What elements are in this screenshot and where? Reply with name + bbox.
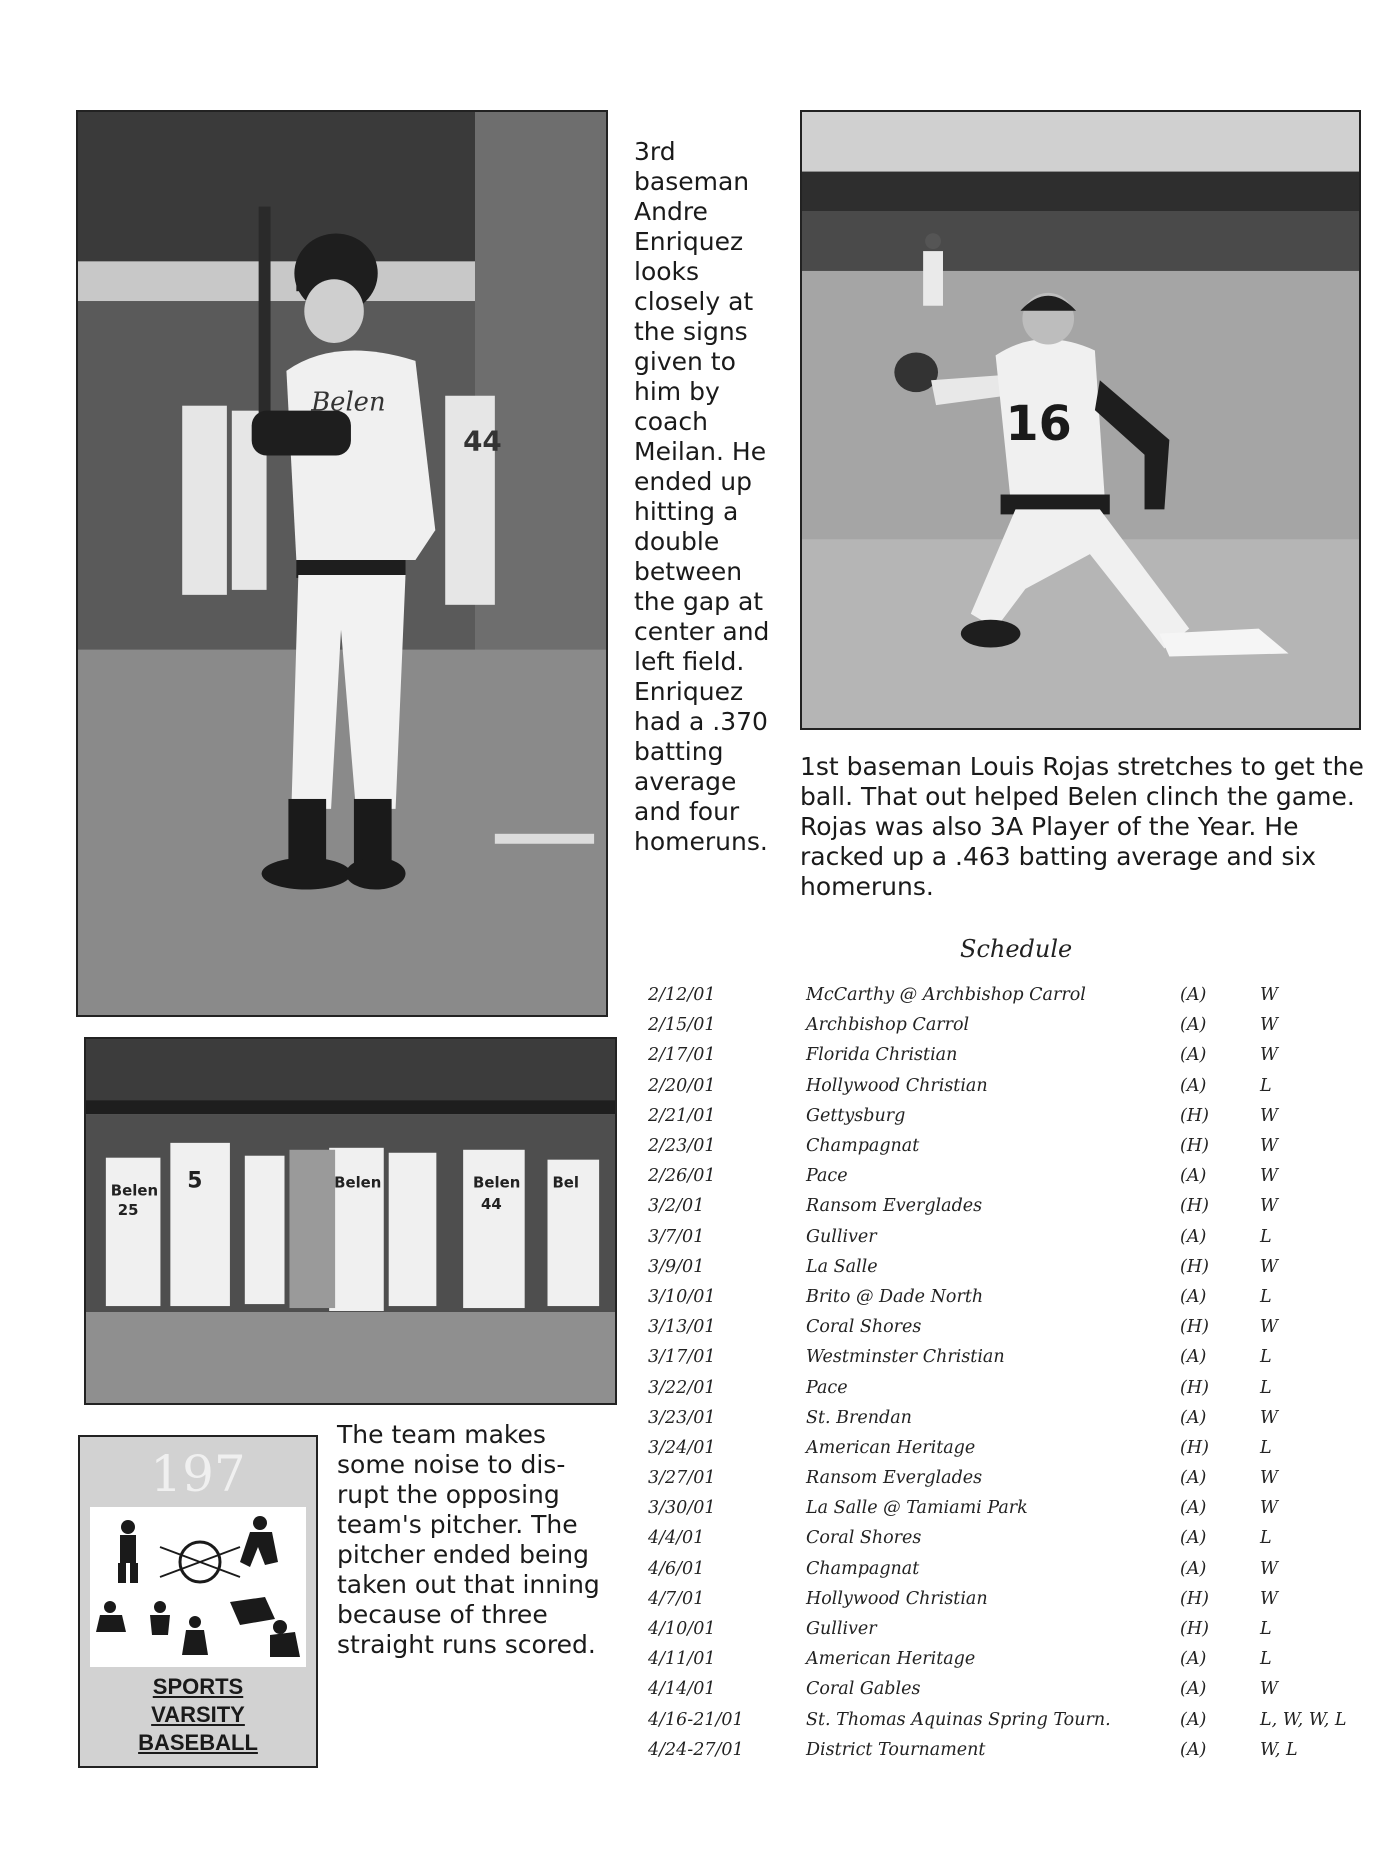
- schedule-row: [648, 1554, 1346, 1584]
- game-site: (A): [1180, 1498, 1207, 1519]
- game-result: W: [1260, 1015, 1278, 1036]
- schedule-row: [648, 1071, 1346, 1101]
- game-date: 4/7/01: [648, 1588, 705, 1609]
- game-opponent: St. Thomas Aquinas Spring Tourn.: [806, 1709, 1111, 1730]
- game-site: (A): [1180, 1528, 1207, 1549]
- schedule-row: [648, 1282, 1346, 1312]
- game-date: 2/20/01: [648, 1075, 716, 1096]
- game-date: 4/6/01: [648, 1558, 705, 1579]
- game-result: W: [1260, 1045, 1278, 1066]
- game-date: 4/16-21/01: [648, 1709, 744, 1730]
- game-date: 4/11/01: [648, 1649, 716, 1670]
- dugout-jersey-text: 44: [481, 1195, 502, 1214]
- game-opponent: American Heritage: [806, 1437, 976, 1458]
- game-result: W: [1260, 1256, 1278, 1277]
- game-result: W: [1260, 1136, 1278, 1157]
- game-opponent: McCarthy @ Archbishop Carrol: [806, 985, 1086, 1006]
- game-result: L: [1260, 1075, 1272, 1096]
- schedule-row: [648, 1040, 1346, 1070]
- game-result: W: [1260, 1588, 1278, 1609]
- game-result: W: [1260, 1166, 1278, 1187]
- schedule-row: [648, 1372, 1346, 1402]
- game-site: (H): [1180, 1105, 1209, 1126]
- game-opponent: Coral Shores: [806, 1317, 922, 1338]
- game-date: 4/24-27/01: [648, 1739, 744, 1760]
- game-site: (A): [1180, 1649, 1207, 1670]
- game-opponent: Ransom Everglades: [806, 1196, 983, 1217]
- game-date: 3/2/01: [648, 1196, 705, 1217]
- dugout-jersey-text: Belen: [473, 1173, 521, 1192]
- game-opponent: Champagnat: [806, 1558, 920, 1579]
- background-jersey-number: 44: [463, 424, 502, 458]
- game-opponent: Gettysburg: [806, 1105, 906, 1126]
- schedule-row: [648, 1131, 1346, 1161]
- schedule-row: [648, 1735, 1346, 1765]
- game-date: 3/9/01: [648, 1256, 705, 1277]
- game-site: (A): [1180, 1468, 1207, 1489]
- game-opponent: Champagnat: [806, 1136, 920, 1157]
- page-number: 197: [150, 1445, 246, 1503]
- game-site: (A): [1180, 1075, 1207, 1096]
- game-opponent: Florida Christian: [806, 1045, 958, 1066]
- dugout-jersey-text: Bel: [552, 1173, 580, 1192]
- caption-rojas: 1st baseman Louis Rojas stretches to get the ball. That out helped Belen clinch the game. Rojas was also 3A Player of the Year. He racked up a .463 batting average and six homeruns.: [800, 752, 1364, 901]
- game-result: L: [1260, 1649, 1272, 1670]
- game-opponent: Coral Gables: [806, 1679, 921, 1700]
- schedule-row: [648, 1252, 1346, 1282]
- game-site: (A): [1180, 1015, 1207, 1036]
- game-opponent: Hollywood Christian: [806, 1588, 988, 1609]
- schedule-row: [648, 1222, 1346, 1252]
- game-result: L, W, W, L: [1260, 1709, 1347, 1730]
- game-opponent: La Salle @ Tamiami Park: [806, 1498, 1028, 1519]
- dugout-jersey-text: Belen: [110, 1181, 159, 1200]
- game-result: W: [1260, 1558, 1278, 1579]
- schedule-row: [648, 1674, 1346, 1704]
- game-date: 4/4/01: [648, 1528, 705, 1549]
- game-site: (A): [1180, 1286, 1207, 1307]
- schedule-row: [648, 1010, 1346, 1040]
- schedule-row: [648, 1433, 1346, 1463]
- game-result: L: [1260, 1347, 1272, 1368]
- game-result: W: [1260, 1407, 1278, 1428]
- game-site: (A): [1180, 1045, 1207, 1066]
- game-site: (A): [1180, 1166, 1207, 1187]
- photo-batter: [76, 110, 608, 1017]
- game-result: W, L: [1260, 1739, 1298, 1760]
- game-site: (H): [1180, 1588, 1209, 1609]
- schedule-row: [648, 1493, 1346, 1523]
- schedule-row: [648, 1523, 1346, 1553]
- game-date: 2/21/01: [648, 1105, 716, 1126]
- batter-jersey-text: Belen: [311, 387, 386, 418]
- photo-first-base: [800, 110, 1361, 730]
- schedule-row: [648, 1101, 1346, 1131]
- section-line: BASEBALL: [138, 1730, 258, 1755]
- first-base-jersey-number: 16: [1005, 396, 1072, 452]
- game-result: L: [1260, 1226, 1272, 1247]
- game-date: 3/27/01: [648, 1468, 716, 1489]
- game-date: 4/14/01: [648, 1679, 716, 1700]
- game-opponent: Westminster Christian: [806, 1347, 1005, 1368]
- game-opponent: Pace: [806, 1166, 848, 1187]
- schedule-row: [648, 1191, 1346, 1221]
- game-site: (A): [1180, 1739, 1207, 1760]
- game-site: (H): [1180, 1256, 1209, 1277]
- game-opponent: Ransom Everglades: [806, 1468, 983, 1489]
- dugout-jersey-text: 25: [117, 1201, 139, 1220]
- game-result: L: [1260, 1619, 1272, 1640]
- schedule-row: [648, 1644, 1346, 1674]
- game-site: (H): [1180, 1317, 1209, 1338]
- game-date: 3/22/01: [648, 1377, 716, 1398]
- game-site: (H): [1180, 1196, 1209, 1217]
- section-line: VARSITY: [151, 1702, 245, 1727]
- game-date: 3/23/01: [648, 1407, 716, 1428]
- section-line: SPORTS: [152, 1674, 244, 1699]
- game-date: 3/13/01: [648, 1317, 716, 1338]
- schedule-row: [648, 1614, 1346, 1644]
- baseball-players-clipart-icon: [90, 1507, 306, 1667]
- caption-dugout: The team makes some noise to dis-rupt the opposing team's pitcher. The pitcher ended being taken out that inning because of three straight runs scored.: [337, 1420, 600, 1659]
- game-date: 2/23/01: [648, 1136, 716, 1157]
- game-result: L: [1260, 1437, 1272, 1458]
- game-opponent: Coral Shores: [806, 1528, 922, 1549]
- game-site: (H): [1180, 1136, 1209, 1157]
- game-result: L: [1260, 1377, 1272, 1398]
- game-opponent: Pace: [806, 1377, 848, 1398]
- game-site: (H): [1180, 1377, 1209, 1398]
- schedule-row: [648, 1312, 1346, 1342]
- section-title: [80, 1673, 316, 1757]
- game-opponent: District Tournament: [806, 1739, 986, 1760]
- game-date: 3/30/01: [648, 1498, 716, 1519]
- game-date: 2/26/01: [648, 1166, 716, 1187]
- game-date: 4/10/01: [648, 1619, 716, 1640]
- dugout-jersey-text: 5: [187, 1168, 203, 1194]
- game-result: L: [1260, 1528, 1272, 1549]
- game-opponent: La Salle: [806, 1256, 878, 1277]
- game-result: W: [1260, 985, 1278, 1006]
- game-date: 2/12/01: [648, 985, 716, 1006]
- game-result: W: [1260, 1196, 1278, 1217]
- game-site: (A): [1180, 985, 1207, 1006]
- schedule-row: [648, 980, 1346, 1010]
- schedule-row: [648, 1463, 1346, 1493]
- game-date: 3/7/01: [648, 1226, 705, 1247]
- schedule-row: [648, 1342, 1346, 1372]
- game-site: (A): [1180, 1558, 1207, 1579]
- game-opponent: Archbishop Carrol: [806, 1015, 970, 1036]
- game-date: 3/24/01: [648, 1437, 716, 1458]
- first-base-photo-illustration: [802, 112, 1359, 728]
- caption-enriquez: 3rd baseman Andre Enriquez looks closely at the signs given to him by coach Meilan. He ended up hitting a double between the gap at center and left field. Enriquez had a .370 batting average and four homeruns.: [634, 137, 770, 856]
- batter-photo-illustration: [78, 112, 606, 1015]
- game-result: W: [1260, 1317, 1278, 1338]
- game-opponent: Hollywood Christian: [806, 1075, 988, 1096]
- game-site: (H): [1180, 1437, 1209, 1458]
- game-date: 2/15/01: [648, 1015, 716, 1036]
- schedule-row: [648, 1161, 1346, 1191]
- dugout-jersey-text: Belen: [334, 1173, 382, 1192]
- schedule-table: [648, 980, 1346, 1765]
- game-site: (H): [1180, 1619, 1209, 1640]
- game-result: L: [1260, 1286, 1272, 1307]
- game-site: (A): [1180, 1679, 1207, 1700]
- game-opponent: Gulliver: [806, 1226, 877, 1247]
- game-result: W: [1260, 1105, 1278, 1126]
- game-opponent: Brito @ Dade North: [806, 1286, 984, 1307]
- game-site: (A): [1180, 1226, 1207, 1247]
- game-opponent: St. Brendan: [806, 1407, 912, 1428]
- schedule-row: [648, 1705, 1346, 1735]
- game-date: 3/17/01: [648, 1347, 716, 1368]
- game-site: (A): [1180, 1407, 1207, 1428]
- game-result: W: [1260, 1468, 1278, 1489]
- schedule-row: [648, 1584, 1346, 1614]
- game-result: W: [1260, 1498, 1278, 1519]
- game-date: 2/17/01: [648, 1045, 716, 1066]
- schedule-title: Schedule: [960, 935, 1073, 963]
- game-date: 3/10/01: [648, 1286, 716, 1307]
- photo-dugout: [84, 1037, 617, 1405]
- game-site: (A): [1180, 1347, 1207, 1368]
- game-opponent: Gulliver: [806, 1619, 877, 1640]
- game-result: W: [1260, 1679, 1278, 1700]
- schedule-row: [648, 1403, 1346, 1433]
- game-site: (A): [1180, 1709, 1207, 1730]
- dugout-photo-illustration: [86, 1039, 615, 1403]
- page-badge: [78, 1435, 318, 1768]
- game-opponent: American Heritage: [806, 1649, 976, 1670]
